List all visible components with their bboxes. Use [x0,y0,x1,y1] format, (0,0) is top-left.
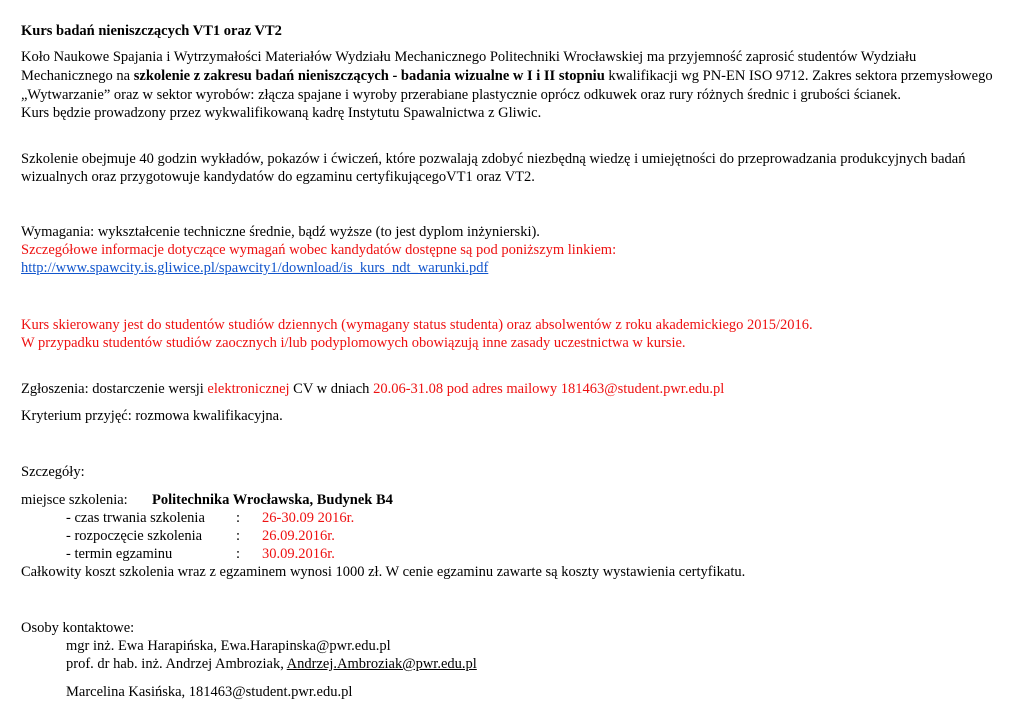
course-name: szkolenie z zakresu badań nieniszczących - badania wizualne w I i II stopniu [133,68,605,84]
contact-2: prof. dr hab. inż. Andrzej Ambroziak, Andrzej.Ambroziak@pwr.edu.pl [66,656,477,672]
place-label: miejsce szkolenia: [21,492,128,508]
contacts-heading: Osoby kontaktowe: [21,620,135,636]
requirements-link[interactable]: http://www.spawcity.is.gliwice.pl/spawcity1/download/is_kurs_ndt_warunki.pdf [21,260,489,276]
requirements-line: Wymagania: wykształcenie techniczne średnie, bądź wyższe (to jest dyplom inżynierski). [21,224,540,240]
audience-line-1: Kurs skierowany jest do studentów studiów dziennych (wymagany status studenta) oraz absolwentów z roku akademickiego 2015/2016. [21,317,813,333]
schedule-row: - czas trwania szkolenia : 26-30.09 2016r. [66,510,355,526]
schedule-row: - termin egzaminu : 30.09.2016r. [66,546,335,562]
place-value: Politechnika Wrocławska, Budynek B4 [152,492,393,508]
cost-line: Całkowity koszt szkolenia wraz z egzaminem wynosi 1000 zł. W cenie egzaminu zawarte są koszty wystawienia certyfikatu. [21,564,746,580]
document-title: Kurs badań nieniszczących VT1 oraz VT2 [21,23,282,39]
contact-2-email-link[interactable]: Andrzej.Ambroziak@pwr.edu.pl [286,656,477,672]
intro-line-1: Koło Naukowe Spajania i Wytrzymałości Materiałów Wydziału Mechanicznego Politechniki Wrocławskiej ma przyjemność zaprosić studentów Wydziału [21,49,917,65]
contact-1: mgr inż. Ewa Harapińska, Ewa.Harapinska@pwr.edu.pl [66,638,391,654]
application-email: 20.06-31.08 pod adres mailowy 181463@student.pwr.edu.pl [373,381,725,397]
schedule-row: - rozpoczęcie szkolenia : 26.09.2016r. [66,528,335,544]
training-line-2: wizualnych oraz przygotowuje kandydatów do egzaminu certyfikującegoVT1 oraz VT2. [21,169,535,185]
criterion-line: Kryterium przyjęć: rozmowa kwalifikacyjna. [21,408,283,424]
training-line-1: Szkolenie obejmuje 40 godzin wykładów, pokazów i ćwiczeń, które pozwalają zdobyć niezbędną wiedzę i umiejętności do przeprowadzania produkcyjnych badań [21,151,966,167]
application-line: Zgłoszenia: dostarczenie wersji elektronicznej CV w dniach 20.06-31.08 pod adres mailowy 181463@student.pwr.edu.pl [21,381,725,397]
intro-line-4: Kurs będzie prowadzony przez wykwalifikowaną kadrę Instytutu Spawalnictwa z Gliwic. [21,105,542,121]
details-heading: Szczegóły: [21,464,85,480]
requirements-link-row [21,259,488,277]
contact-3: Marcelina Kasińska, 181463@student.pwr.edu.pl [66,684,353,700]
audience-line-2: W przypadku studentów studiów zaocznych i/lub podyplomowych obowiązują inne zasady uczestnictwa w kursie. [21,335,686,351]
place-line [21,491,393,509]
requirements-details: Szczegółowe informacje dotyczące wymagań wobec kandydatów dostępne są pod poniższym linkiem: [21,242,617,258]
intro-line-3: „Wytwarzanie” oraz w sektor wyrobów: złącza spajane i wyroby przerabiane plastycznie oprócz odkuwek oraz rury różnych średnic i grubości ścianek. [21,87,902,103]
intro-line-2: Mechanicznego na szkolenie z zakresu badań nieniszczących - badania wizualne w I i II stopniu kwalifikacji wg PN-EN ISO 9712. Zakres sektora przemysłowego [21,68,993,84]
